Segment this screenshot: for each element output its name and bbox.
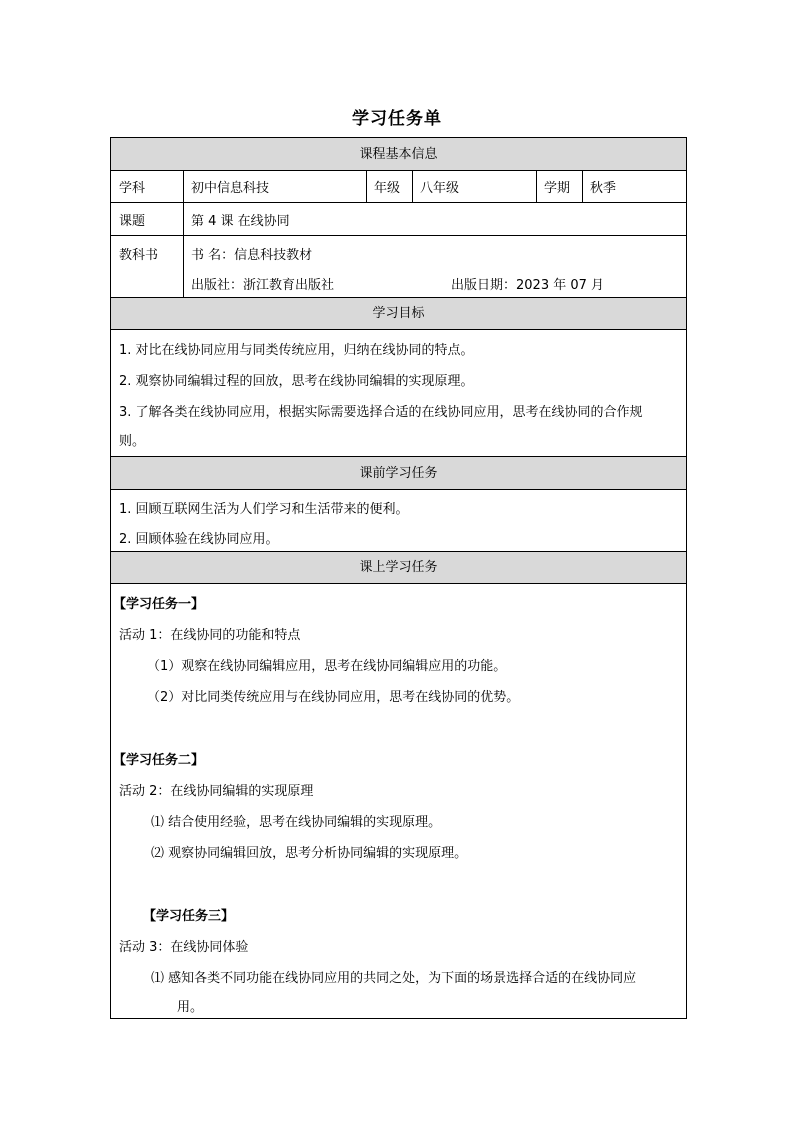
preclass-item: 1. 回顾互联网生活为人们学习和生活带来的便利。 xyxy=(119,502,409,517)
course-info-header: 课程基本信息 xyxy=(111,138,686,171)
subject-label: 学科 xyxy=(119,181,146,196)
task-sheet-table xyxy=(110,137,687,1019)
preclass-body xyxy=(111,490,686,552)
publisher: 出版社：浙江教育出版社 xyxy=(191,278,335,293)
task1-activity: 活动 1：在线协同的功能和特点 xyxy=(119,628,301,643)
objectives-body xyxy=(111,330,686,457)
grade-label: 年级 xyxy=(374,181,401,196)
preclass-item: 2. 回顾体验在线协同应用。 xyxy=(119,532,279,547)
task2-step: ⑴ 结合使用经验，思考在线协同编辑的实现原理。 xyxy=(151,815,442,830)
objective-item: 1. 对比在线协同应用与同类传统应用，归纳在线协同的特点。 xyxy=(119,343,474,358)
lesson-value: 第 4 课 在线协同 xyxy=(191,213,290,229)
book-name: 书 名：信息科技教材 xyxy=(191,248,313,263)
page-title: 学习任务单 xyxy=(352,109,442,129)
task3-activity: 活动 3：在线协同体验 xyxy=(119,940,249,955)
task2-title: 【学习任务二】 xyxy=(113,753,205,768)
task3-step: ⑴ 感知各类不同功能在线协同应用的共同之处，为下面的场景选择合适的在线协同应 xyxy=(151,971,637,986)
objectives-header: 学习目标 xyxy=(111,298,686,330)
inclass-body xyxy=(111,584,686,1018)
preclass-header: 课前学习任务 xyxy=(111,457,686,490)
task1-step: （1）观察在线协同编辑应用，思考在线协同编辑应用的功能。 xyxy=(147,659,507,674)
lesson-row xyxy=(111,203,686,236)
task1-step: （2）对比同类传统应用与在线协同应用，思考在线协同的优势。 xyxy=(147,690,520,705)
course-info-row xyxy=(111,171,686,203)
objective-item: 2. 观察协同编辑过程的回放，思考在线协同编辑的实现原理。 xyxy=(119,374,474,389)
task1-title: 【学习任务一】 xyxy=(113,597,205,612)
textbook-label: 教科书 xyxy=(119,248,159,263)
lesson-label: 课题 xyxy=(119,213,146,229)
task2-step: ⑵ 观察协同编辑回放，思考分析协同编辑的实现原理。 xyxy=(151,846,468,861)
task3-step: 用。 xyxy=(177,1000,204,1015)
term-label: 学期 xyxy=(544,181,571,196)
subject-value: 初中信息科技 xyxy=(191,181,270,196)
inclass-header: 课上学习任务 xyxy=(111,552,686,584)
task2-activity: 活动 2：在线协同编辑的实现原理 xyxy=(119,784,314,799)
task3-title: 【学习任务三】 xyxy=(143,909,235,924)
grade-value: 八年级 xyxy=(420,181,460,196)
objective-item: 则。 xyxy=(119,434,146,449)
textbook-row xyxy=(111,236,686,298)
objective-item: 3. 了解各类在线协同应用，根据实际需要选择合适的在线协同应用，思考在线协同的合作规 xyxy=(119,405,643,420)
term-value: 秋季 xyxy=(590,181,617,196)
publish-date: 出版日期：2023 年 07 月 xyxy=(451,278,605,293)
